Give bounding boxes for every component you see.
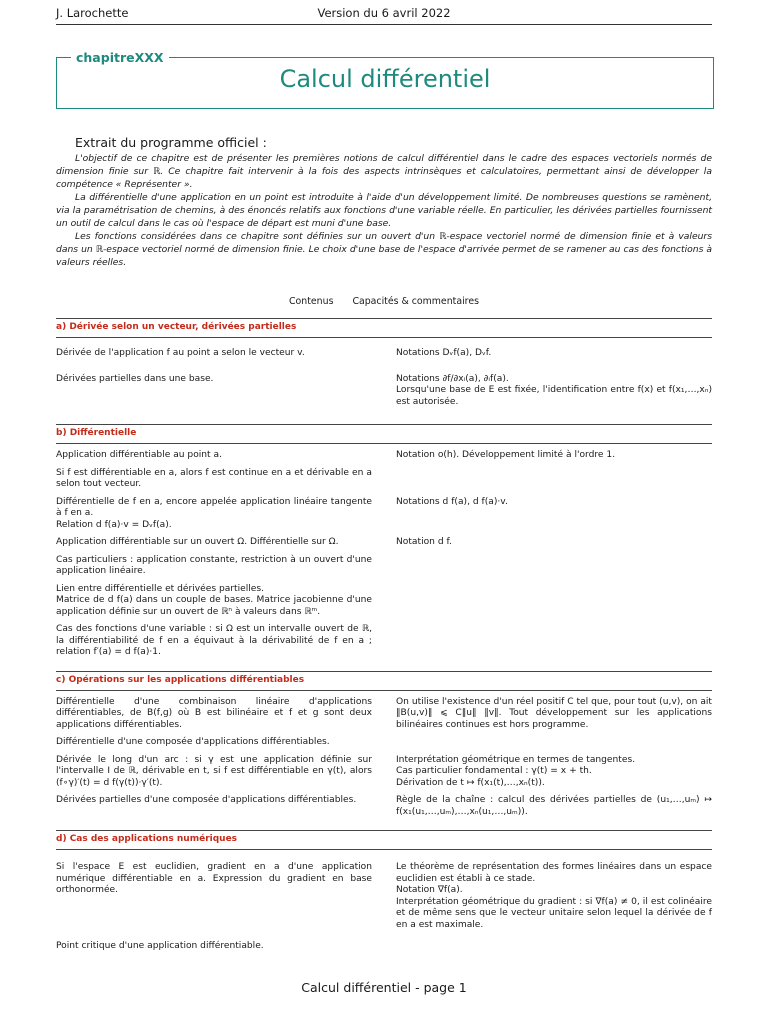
- capacity-line: Le théorème de représentation des formes linéaires dans un espace euclidien est établi à ce stade.: [396, 862, 712, 884]
- content-cell: Différentielle d'une composée d'applications différentiables.: [56, 737, 330, 747]
- content-line: Relation d f(a)·v = Dᵥf(a).: [56, 519, 172, 530]
- capacity-line: Notations ∂f/∂xᵢ(a), ∂ᵢf(a).: [396, 373, 509, 384]
- section-title: b) Différentielle: [56, 425, 712, 444]
- table-row: [56, 450, 712, 462]
- capacity-line: Cas particulier fondamental : γ(t) = x + th.: [396, 766, 592, 776]
- chapter-label: chapitreXXX: [71, 50, 169, 65]
- column-headers: [56, 296, 712, 307]
- content-line: Différentielle de f en a, encore appelée application linéaire tangente à f en a.: [56, 496, 372, 518]
- author-name: J. Larochette: [56, 6, 129, 20]
- content-cell: Cas particuliers : application constante, restriction à un ouvert d'une application linéaire.: [56, 554, 372, 576]
- capacity-line: Interprétation géométrique en termes de tangentes.: [396, 754, 636, 765]
- capacity-line: Lorsqu'une base de E est fixée, l'identification entre f(x) et f(x₁,…,xₙ) est autorisée.: [396, 385, 712, 407]
- page-footer: Calcul différentiel - page 1: [301, 980, 467, 995]
- content-cell: Dérivée le long d'un arc : si γ est une application définie sur l'intervalle I de ℝ, dérivable en t, si f est différentiable en γ(t), alors (f∘γ)′(t) = d f(γ(t))·γ′(t).: [56, 754, 372, 788]
- capacity-cell: [396, 374, 712, 409]
- section-d: [56, 830, 712, 953]
- capacity-cell: Notations Dᵥf(a), Dᵥf.: [396, 348, 492, 358]
- intro-paragraph: L'objectif de ce chapitre est de présenter les premières notions de calcul différentiel dans le cadre des espaces vectoriels normés de dimension finie sur ℝ. Ce chapitre fait intervenir à la fois des aspects intrinsèques et calculatoires, permettant ainsi de développer la compétence « Représenter ».: [56, 153, 712, 190]
- version-date: Version du 6 avril 2022: [317, 6, 451, 20]
- capacity-cell: [396, 755, 712, 790]
- capacity-line: Notation ∇f(a).: [396, 885, 463, 895]
- content-cell: [56, 584, 380, 619]
- section-title: c) Opérations sur les applications différentiables: [56, 672, 712, 691]
- capacity-line: Interprétation géométrique du gradient : si ∇f(a) ≠ 0, il est colinéaire et de même sens que le vecteur unitaire selon lequel la dérivée de f en a est maximale.: [396, 896, 712, 930]
- table-row: [56, 497, 712, 532]
- capacity-cell: Règle de la chaîne : calcul des dérivées partielles de (u₁,…,uₘ) ↦ f(x₁(u₁,…,uₘ),…,xₙ(u₁,…,uₘ)).: [396, 795, 712, 817]
- chapter-title: Calcul différentiel: [279, 65, 491, 93]
- contents-column-header: Contenus: [289, 296, 334, 307]
- program-extract: [56, 135, 712, 269]
- content-cell: Point critique d'une application différentiable.: [56, 941, 264, 951]
- table-row: [56, 755, 712, 790]
- table-row: [56, 348, 712, 360]
- table-row: [56, 555, 712, 578]
- capacity-line: Dérivation de t ↦ f(x₁(t),…,xₙ(t)).: [396, 777, 545, 788]
- content-line: Lien entre différentielle et dérivées partielles.: [56, 583, 265, 594]
- section-title: d) Cas des applications numériques: [56, 831, 712, 850]
- content-cell: Application différentiable sur un ouvert Ω. Différentielle sur Ω.: [56, 537, 339, 547]
- capacity-cell: Notation d f.: [396, 537, 452, 547]
- table-row: [56, 941, 712, 953]
- section-a: [56, 318, 712, 408]
- content-cell: Cas des fonctions d'une variable : si Ω est un intervalle ouvert de ℝ, la différentiabilité de f en a équivaut à la dérivabilité de f en a ; relation f′(a) = d f(a)·1.: [56, 624, 372, 657]
- content-cell: [56, 497, 380, 532]
- intro-paragraph: Les fonctions considérées dans ce chapitre sont définies sur un ouvert d'un ℝ-espace vectoriel normé de dimension finie et à valeurs dans un ℝ-espace vectoriel normé de dimension finie. Le choix d'une base de l'espace d'arrivée permet de se ramener au cas des fonctions à valeurs réelles.: [56, 231, 712, 268]
- content-cell: Si l'espace E est euclidien, gradient en a d'une application numérique différentiable en a. Expression du gradient en base orthonormée.: [56, 862, 372, 895]
- table-row: [56, 537, 712, 549]
- program-table: [56, 318, 712, 953]
- table-row: [56, 374, 712, 409]
- content-cell: Dérivées partielles d'une composée d'applications différentiables.: [56, 795, 357, 805]
- table-row: [56, 624, 712, 659]
- capacities-column-header: Capacités & commentaires: [352, 296, 479, 307]
- content-line: Matrice de d f(a) dans un couple de bases. Matrice jacobienne d'une application définie sur un ouvert de ℝⁿ à valeurs dans ℝᵐ.: [56, 595, 372, 617]
- table-row: [56, 795, 712, 818]
- chapter-box: [56, 50, 714, 109]
- intro-paragraph: La différentielle d'une application en un point est introduite à l'aide d'un développement limité. De nombreuses questions se ramènent, via la paramétrisation de chemins, à des énoncés relatifs aux fonctions d'une variable réelle. En particulier, les dérivées partielles fournissent un outil de calcul dans le cas où l'espace de départ est muni d'une base.: [56, 192, 712, 229]
- content-cell: Dérivées partielles dans une base.: [56, 373, 214, 384]
- section-b: [56, 424, 712, 659]
- content-cell: Différentielle d'une combinaison linéaire d'applications différentiables, de B(f,g) où B est bilinéaire et f et g sont deux applications différentiables.: [56, 696, 372, 730]
- section-c: [56, 671, 712, 819]
- capacity-cell: Notations d f(a), d f(a)·v.: [396, 496, 508, 507]
- capacity-cell: On utilise l'existence d'un réel positif C tel que, pour tout (u,v), on ait ‖B(u,v)‖ ⩽ C‖u‖ ‖v‖. Tout développement sur les applications bilinéaires continues est hors programme.: [396, 696, 712, 730]
- capacity-cell: [396, 862, 712, 931]
- page-header: [56, 6, 712, 22]
- table-row: [56, 862, 712, 931]
- capacity-cell: Notation o(h). Développement limité à l'ordre 1.: [396, 450, 616, 460]
- content-cell: Dérivée de l'application f au point a selon le vecteur v.: [56, 348, 305, 358]
- table-row: [56, 737, 712, 749]
- extract-heading: Extrait du programme officiel :: [75, 135, 267, 150]
- section-title: a) Dérivée selon un vecteur, dérivées partielles: [56, 319, 712, 338]
- header-rule: [56, 24, 712, 25]
- content-cell: Application différentiable au point a.: [56, 450, 222, 460]
- table-row: [56, 468, 712, 491]
- content-cell: Si f est différentiable en a, alors f est continue en a et dérivable en a selon tout vecteur.: [56, 467, 372, 489]
- table-row: [56, 584, 712, 619]
- table-row: [56, 697, 712, 732]
